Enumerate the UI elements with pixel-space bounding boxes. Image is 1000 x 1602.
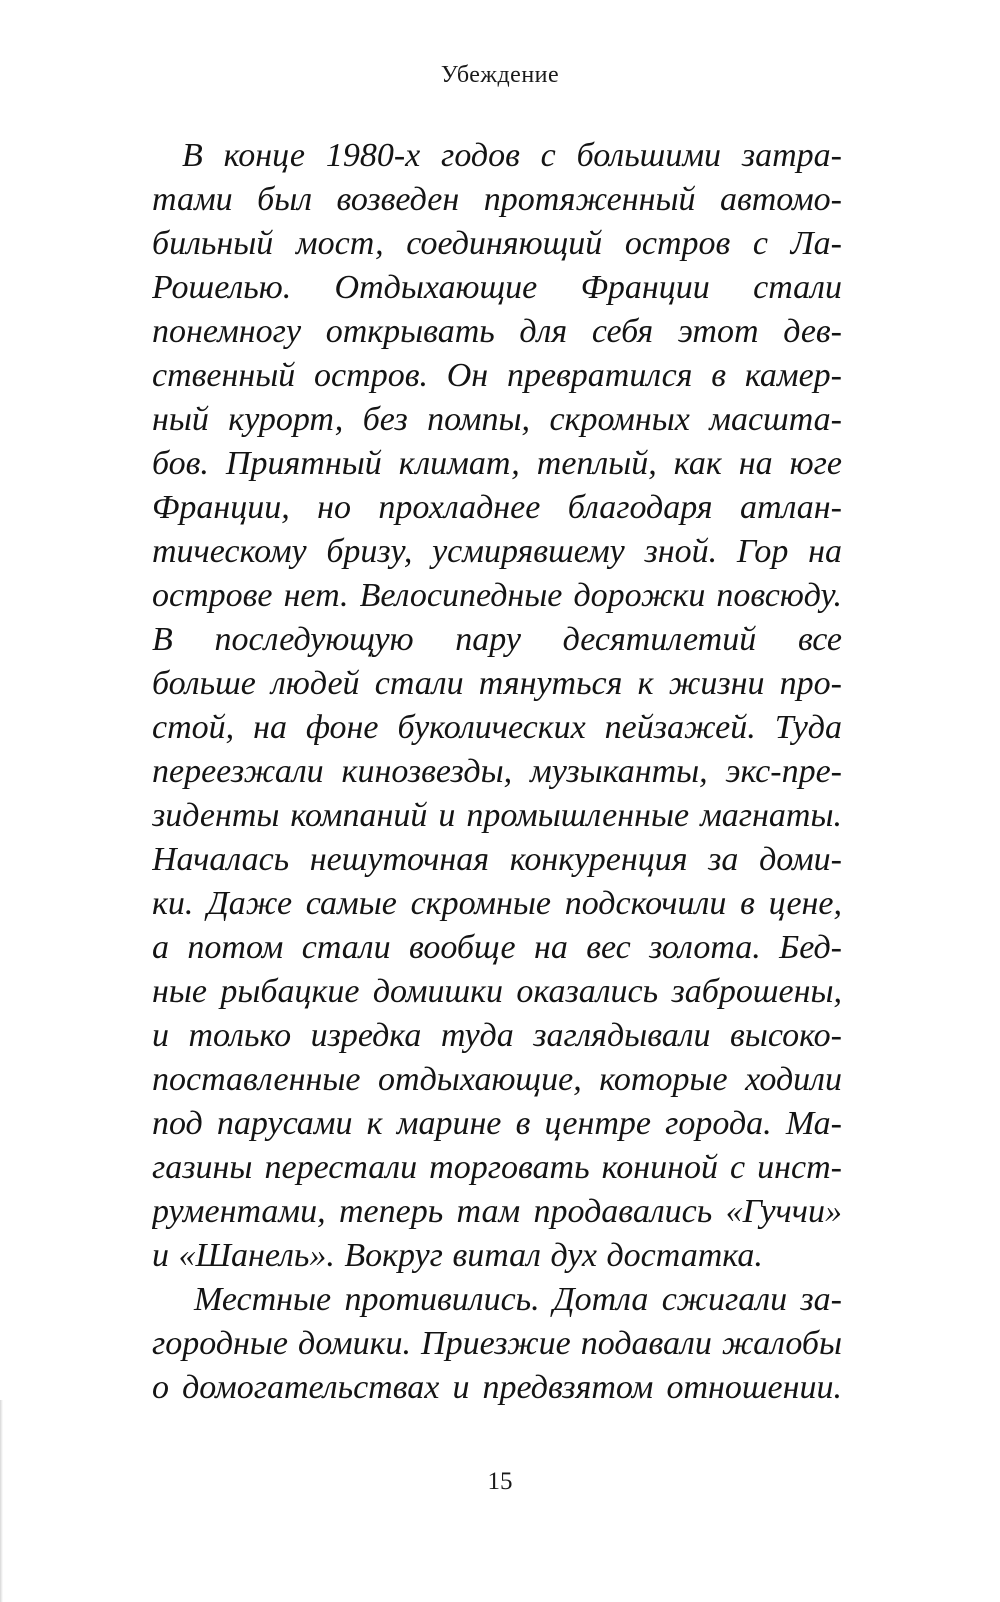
text-line: бильный мост, соединяющий остров с Ла- <box>152 225 842 262</box>
text-line: городные домики. Приезжие подавали жалобы <box>152 1325 842 1362</box>
text-line: зиденты компаний и промышленные магнаты. <box>152 797 842 834</box>
text-line: ственный остров. Он превратился в камер- <box>152 357 842 394</box>
paragraph <box>152 134 842 618</box>
text-line: В последующую пару десятилетий все <box>152 621 842 658</box>
text-line: поставленные отдыхающие, которые ходили <box>152 1061 842 1098</box>
running-head-title: Убеждение <box>440 62 560 88</box>
text-line: В конце 1980-х годов с большими затра- <box>182 137 842 174</box>
text-line: тами был возведен протяженный автомо- <box>152 181 842 218</box>
text-line: газины перестали торговать кониной с инст- <box>152 1149 842 1186</box>
text-line: острове нет. Велосипедные дорожки повсюду. <box>152 577 842 614</box>
text-line: понемногу открывать для себя этот дев- <box>152 313 842 350</box>
text-line: и только изредка туда заглядывали высоко- <box>152 1017 842 1054</box>
text-line: Рошелью. Отдыхающие Франции стали <box>152 269 842 306</box>
text-line: ки. Даже самые скромные подскочили в цене, <box>152 885 842 922</box>
paragraph <box>152 618 842 1278</box>
text-line: о домогательствах и предвзятом отношении. <box>152 1369 842 1406</box>
text-line: ный курорт, без помпы, скромных масшта- <box>152 401 842 438</box>
paragraph <box>152 1278 842 1410</box>
text-line: Началась нешуточная конкуренция за доми- <box>152 841 842 878</box>
text-line: стой, на фоне буколических пейзажей. Туда <box>152 709 842 746</box>
body-text <box>152 134 842 1410</box>
text-line: и «Шанель». Вокруг витал дух достатка. <box>152 1237 763 1274</box>
text-line: ные рыбацкие домишки оказались заброшены, <box>152 973 842 1010</box>
text-line: бов. Приятный климат, теплый, как на юге <box>152 445 842 482</box>
text-line: больше людей стали тянуться к жизни про- <box>152 665 842 702</box>
text-line: тическому бризу, усмирявшему зной. Гор на <box>152 533 842 570</box>
page-number: 15 <box>487 1468 513 1495</box>
text-line: Франции, но прохладнее благодаря атлан- <box>152 489 842 526</box>
text-line: рументами, теперь там продавались «Гуччи» <box>152 1193 842 1230</box>
text-line: переезжали кинозвезды, музыканты, экс-пре- <box>152 753 842 790</box>
text-line: а потом стали вообще на вес золота. Бед- <box>152 929 842 966</box>
page-edge-shadow <box>0 1400 3 1602</box>
text-line: под парусами к марине в центре города. Ма- <box>152 1105 842 1142</box>
text-line: Местные противились. Дотла сжигали за- <box>194 1281 842 1318</box>
